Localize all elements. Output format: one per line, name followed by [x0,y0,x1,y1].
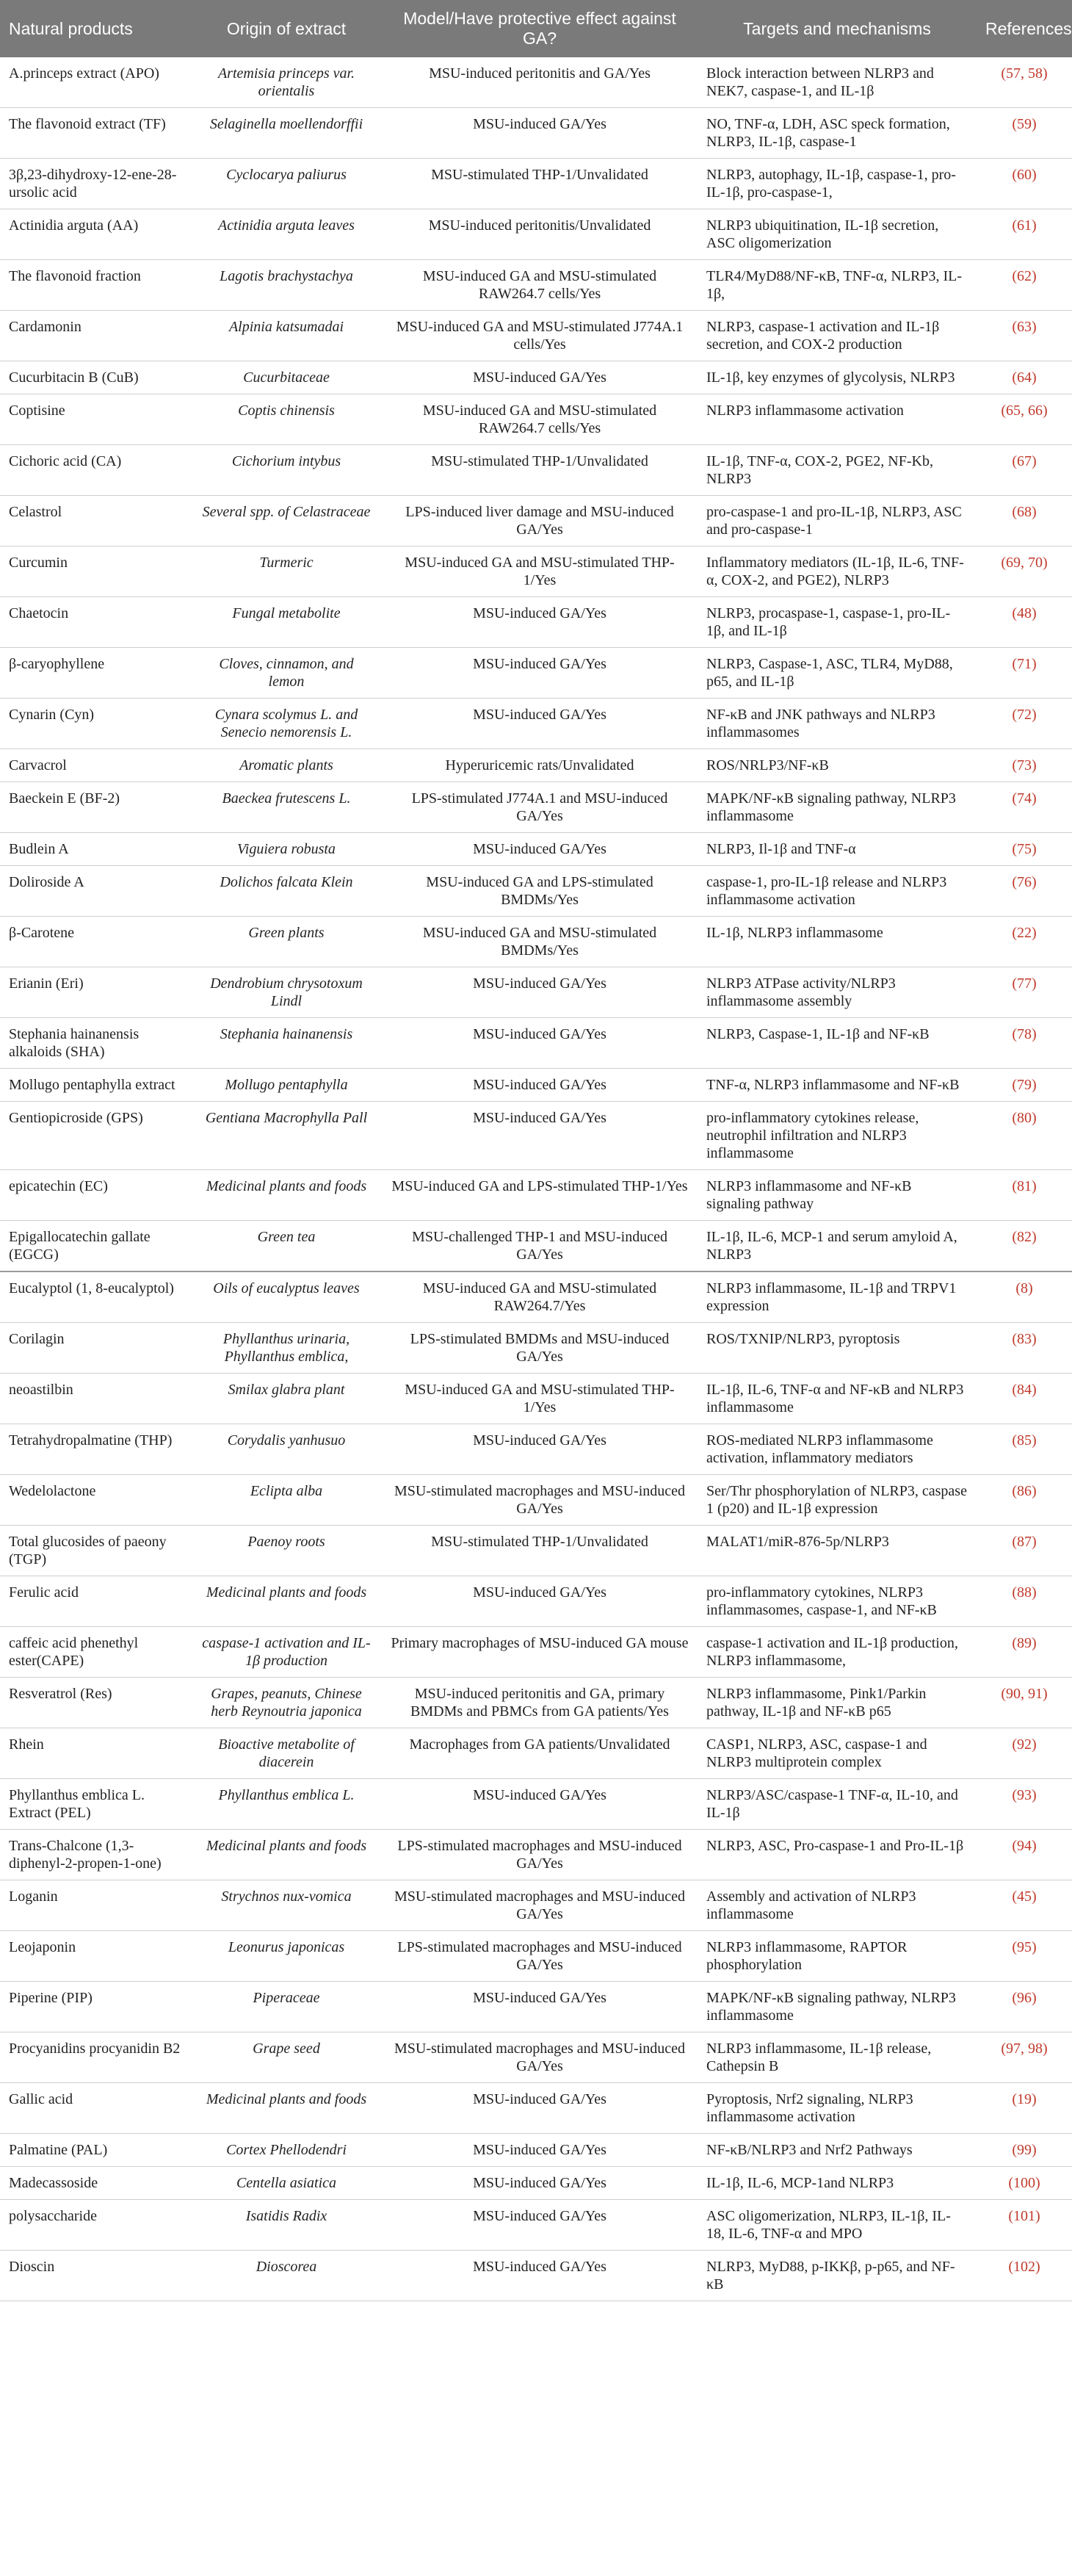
cell-targets: NO, TNF-α, LDH, ASC speck formation, NLRP3, IL-1β, caspase-1 [698,108,977,159]
cell-targets: IL-1β, IL-6, MCP-1and NLRP3 [698,2167,977,2200]
cell-references[interactable]: (81) [977,1170,1072,1221]
table-row [0,311,1072,361]
cell-references[interactable]: (74) [977,782,1072,833]
cell-references[interactable]: (80) [977,1102,1072,1170]
cell-origin: Aromatic plants [191,749,382,782]
cell-origin: Alpinia katsumadai [191,311,382,361]
cell-origin: Cynara scolymus L. and Senecio nemorensis L. [191,699,382,749]
cell-natural-product: epicatechin (EC) [0,1170,191,1221]
cell-natural-product: Procyanidins procyanidin B2 [0,2032,191,2083]
cell-model: MSU-induced GA and MSU-stimulated RAW264.7 cells/Yes [382,394,698,445]
cell-targets: TLR4/MyD88/NF-κB, TNF-α, NLRP3, IL-1β, [698,260,977,311]
cell-references[interactable]: (60) [977,159,1072,209]
cell-model: LPS-stimulated macrophages and MSU-induced GA/Yes [382,1830,698,1880]
cell-model: MSU-induced GA/Yes [382,1424,698,1475]
table-row [0,108,1072,159]
table-row [0,1880,1072,1931]
table-row [0,833,1072,866]
cell-origin: Dendrobium chrysotoxum Lindl [191,967,382,1018]
cell-targets: NLRP3 inflammasome, IL-1β and TRPV1 expression [698,1271,977,1323]
cell-references[interactable]: (78) [977,1018,1072,1069]
cell-references[interactable]: (85) [977,1424,1072,1475]
table-body [0,57,1072,2301]
cell-model: MSU-induced peritonitis/Unvalidated [382,209,698,260]
cell-targets: Ser/Thr phosphorylation of NLRP3, caspase 1 (p20) and IL-1β expression [698,1475,977,1526]
cell-model: MSU-induced GA/Yes [382,648,698,699]
table-row [0,2251,1072,2301]
cell-references[interactable]: (90, 91) [977,1678,1072,1728]
header-origin: Origin of extract [191,0,382,57]
cell-natural-product: Phyllanthus emblica L. Extract (PEL) [0,1779,191,1830]
cell-references[interactable]: (79) [977,1069,1072,1102]
cell-origin: Gentiana Macrophylla Pall [191,1102,382,1170]
cell-targets: NLRP3 inflammasome, IL-1β release, Cathepsin B [698,2032,977,2083]
cell-natural-product: Palmatine (PAL) [0,2134,191,2167]
cell-references[interactable]: (67) [977,445,1072,496]
cell-references[interactable]: (100) [977,2167,1072,2200]
cell-model: Hyperuricemic rats/Unvalidated [382,749,698,782]
cell-origin: Phyllanthus emblica L. [191,1779,382,1830]
cell-origin: Medicinal plants and foods [191,1170,382,1221]
cell-natural-product: Cichoric acid (CA) [0,445,191,496]
cell-references[interactable]: (97, 98) [977,2032,1072,2083]
table-row [0,967,1072,1018]
cell-natural-product: Rhein [0,1728,191,1779]
cell-references[interactable]: (82) [977,1221,1072,1272]
table-row [0,1323,1072,1374]
table-row [0,1424,1072,1475]
table-row [0,2167,1072,2200]
cell-natural-product: β-caryophyllene [0,648,191,699]
cell-references[interactable]: (75) [977,833,1072,866]
cell-targets: ASC oligomerization, NLRP3, IL-1β, IL-18, IL-6, TNF-α and MPO [698,2200,977,2251]
cell-origin: Smilax glabra plant [191,1374,382,1424]
cell-references[interactable]: (22) [977,917,1072,967]
cell-model: MSU-induced GA and MSU-stimulated BMDMs/Yes [382,917,698,967]
cell-origin: Fungal metabolite [191,597,382,648]
cell-references[interactable]: (45) [977,1880,1072,1931]
cell-targets: NLRP3, ASC, Pro-caspase-1 and Pro-IL-1β [698,1830,977,1880]
cell-references[interactable]: (71) [977,648,1072,699]
header-row [0,0,1072,57]
header-natural-products: Natural products [0,0,191,57]
cell-natural-product: caffeic acid phenethyl ester(CAPE) [0,1627,191,1678]
cell-model: LPS-stimulated J774A.1 and MSU-induced GA/Yes [382,782,698,833]
cell-references[interactable]: (76) [977,866,1072,917]
cell-model: Macrophages from GA patients/Unvalidated [382,1728,698,1779]
cell-origin: Viguiera robusta [191,833,382,866]
header-targets: Targets and mechanisms [698,0,977,57]
cell-references[interactable]: (89) [977,1627,1072,1678]
cell-origin: Eclipta alba [191,1475,382,1526]
cell-targets: Inflammatory mediators (IL-1β, IL-6, TNF-α, COX-2, and PGE2), NLRP3 [698,546,977,597]
cell-targets: IL-1β, NLRP3 inflammasome [698,917,977,967]
cell-targets: NLRP3, procaspase-1, caspase-1, pro-IL-1β, and IL-1β [698,597,977,648]
cell-model: MSU-stimulated THP-1/Unvalidated [382,159,698,209]
cell-targets: ROS/TXNIP/NLRP3, pyroptosis [698,1323,977,1374]
cell-references[interactable]: (48) [977,597,1072,648]
cell-targets: NLRP3 inflammasome, RAPTOR phosphorylation [698,1931,977,1982]
cell-natural-product: Trans-Chalcone (1,3-diphenyl-2-propen-1-one) [0,1830,191,1880]
table-row [0,1931,1072,1982]
cell-natural-product: Leojaponin [0,1931,191,1982]
cell-references[interactable]: (84) [977,1374,1072,1424]
cell-targets: IL-1β, key enzymes of glycolysis, NLRP3 [698,361,977,394]
cell-model: MSU-induced GA and LPS-stimulated THP-1/Yes [382,1170,698,1221]
cell-targets: Block interaction between NLRP3 and NEK7, caspase-1, and IL-1β [698,57,977,108]
cell-model: MSU-induced GA/Yes [382,2200,698,2251]
cell-targets: NLRP3 inflammasome activation [698,394,977,445]
cell-targets: NF-κB/NLRP3 and Nrf2 Pathways [698,2134,977,2167]
cell-targets: Assembly and activation of NLRP3 inflammasome [698,1880,977,1931]
cell-model: MSU-induced GA/Yes [382,2167,698,2200]
cell-references[interactable]: (57, 58) [977,57,1072,108]
cell-natural-product: Baeckein E (BF-2) [0,782,191,833]
cell-origin: Grape seed [191,2032,382,2083]
cell-origin: Cloves, cinnamon, and lemon [191,648,382,699]
cell-origin: Selaginella moellendorffii [191,108,382,159]
table-row [0,1271,1072,1323]
cell-natural-product: Coptisine [0,394,191,445]
cell-references[interactable]: (68) [977,496,1072,546]
cell-targets: NLRP3, Caspase-1, ASC, TLR4, MyD88, p65, and IL-1β [698,648,977,699]
table-row [0,2200,1072,2251]
table-row [0,866,1072,917]
cell-targets: NLRP3, Il-1β and TNF-α [698,833,977,866]
cell-targets: NLRP3, autophagy, IL-1β, caspase-1, pro-IL-1β, pro-caspase-1, [698,159,977,209]
cell-natural-product: Celastrol [0,496,191,546]
cell-model: MSU-challenged THP-1 and MSU-induced GA/Yes [382,1221,698,1272]
cell-origin: Artemisia princeps var. orientalis [191,57,382,108]
cell-model: MSU-induced GA/Yes [382,1069,698,1102]
cell-model: MSU-stimulated macrophages and MSU-induced GA/Yes [382,1475,698,1526]
cell-origin: Bioactive metabolite of diacerein [191,1728,382,1779]
cell-origin: Piperaceae [191,1982,382,2032]
cell-origin: Grapes, peanuts, Chinese herb Reynoutria japonica [191,1678,382,1728]
table-row [0,209,1072,260]
cell-origin: Cyclocarya paliurus [191,159,382,209]
cell-targets: IL-1β, IL-6, TNF-α and NF-κB and NLRP3 inflammasome [698,1374,977,1424]
cell-natural-product: Gallic acid [0,2083,191,2134]
cell-origin: Leonurus japonicas [191,1931,382,1982]
table-row [0,1069,1072,1102]
cell-targets: NF-κB and JNK pathways and NLRP3 inflammasomes [698,699,977,749]
cell-targets: pro-inflammatory cytokines release, neutrophil infiltration and NLRP3 inflammasome [698,1102,977,1170]
cell-origin: Green plants [191,917,382,967]
cell-model: MSU-induced GA/Yes [382,108,698,159]
cell-origin: Phyllanthus urinaria, Phyllanthus emblica, [191,1323,382,1374]
cell-targets: NLRP3 ATPase activity/NLRP3 inflammasome assembly [698,967,977,1018]
cell-model: MSU-induced GA/Yes [382,2134,698,2167]
table-row [0,1018,1072,1069]
cell-natural-product: polysaccharide [0,2200,191,2251]
cell-model: MSU-induced GA/Yes [382,1779,698,1830]
cell-model: MSU-stimulated macrophages and MSU-induced GA/Yes [382,1880,698,1931]
cell-targets: CASP1, NLRP3, ASC, caspase-1 and NLRP3 multiprotein complex [698,1728,977,1779]
cell-model: MSU-induced GA and MSU-stimulated RAW264.7 cells/Yes [382,260,698,311]
cell-origin: Isatidis Radix [191,2200,382,2251]
cell-targets: caspase-1, pro-IL-1β release and NLRP3 inflammasome activation [698,866,977,917]
cell-origin: Medicinal plants and foods [191,1830,382,1880]
cell-references[interactable]: (19) [977,2083,1072,2134]
cell-natural-product: neoastilbin [0,1374,191,1424]
cell-natural-product: The flavonoid extract (TF) [0,108,191,159]
cell-references[interactable]: (96) [977,1982,1072,2032]
cell-natural-product: Corilagin [0,1323,191,1374]
header-model: Model/Have protective effect against GA? [382,0,698,57]
cell-references[interactable]: (88) [977,1576,1072,1627]
table-row [0,496,1072,546]
cell-model: MSU-induced GA and MSU-stimulated J774A.1 cells/Yes [382,311,698,361]
cell-model: MSU-induced GA/Yes [382,833,698,866]
cell-origin: Medicinal plants and foods [191,2083,382,2134]
cell-natural-product: Erianin (Eri) [0,967,191,1018]
cell-natural-product: Madecassoside [0,2167,191,2200]
cell-natural-product: Epigallocatechin gallate (EGCG) [0,1221,191,1272]
cell-model: MSU-induced peritonitis and GA/Yes [382,57,698,108]
cell-model: MSU-induced GA/Yes [382,597,698,648]
cell-origin: Oils of eucalyptus leaves [191,1271,382,1323]
table-row [0,1627,1072,1678]
cell-references[interactable]: (63) [977,311,1072,361]
cell-targets: IL-1β, IL-6, MCP-1 and serum amyloid A, NLRP3 [698,1221,977,1272]
cell-natural-product: Ferulic acid [0,1576,191,1627]
cell-targets: MALAT1/miR-876-5p/NLRP3 [698,1526,977,1576]
cell-origin: Paenoy roots [191,1526,382,1576]
cell-natural-product: Gentiopicroside (GPS) [0,1102,191,1170]
cell-targets: ROS/NRLP3/NF-κB [698,749,977,782]
table-row [0,1102,1072,1170]
cell-model: MSU-induced peritonitis and GA, primary BMDMs and PBMCs from GA patients/Yes [382,1678,698,1728]
cell-origin: Cortex Phellodendri [191,2134,382,2167]
table-row [0,1374,1072,1424]
table-row [0,749,1072,782]
cell-targets: pro-caspase-1 and pro-IL-1β, NLRP3, ASC and pro-caspase-1 [698,496,977,546]
cell-references[interactable]: (87) [977,1526,1072,1576]
cell-references[interactable]: (77) [977,967,1072,1018]
table-row [0,361,1072,394]
cell-model: MSU-stimulated macrophages and MSU-induced GA/Yes [382,2032,698,2083]
table-row [0,159,1072,209]
cell-model: MSU-induced GA/Yes [382,2083,698,2134]
cell-origin: Stephania hainanensis [191,1018,382,1069]
cell-references[interactable]: (8) [977,1271,1072,1323]
cell-natural-product: β-Carotene [0,917,191,967]
cell-natural-product: Chaetocin [0,597,191,648]
table-row [0,1170,1072,1221]
cell-references[interactable]: (62) [977,260,1072,311]
table-row [0,445,1072,496]
cell-model: MSU-induced GA/Yes [382,1576,698,1627]
cell-natural-product: Stephania hainanensis alkaloids (SHA) [0,1018,191,1069]
table-row [0,57,1072,108]
cell-references[interactable]: (92) [977,1728,1072,1779]
cell-model: MSU-induced GA and MSU-stimulated THP-1/Yes [382,546,698,597]
cell-targets: NLRP3 ubiquitination, IL-1β secretion, ASC oligomerization [698,209,977,260]
cell-natural-product: Cynarin (Cyn) [0,699,191,749]
cell-model: MSU-stimulated THP-1/Unvalidated [382,445,698,496]
cell-origin: Several spp. of Celastraceae [191,496,382,546]
cell-model: MSU-stimulated THP-1/Unvalidated [382,1526,698,1576]
cell-origin: Strychnos nux-vomica [191,1880,382,1931]
table-row [0,394,1072,445]
cell-references[interactable]: (102) [977,2251,1072,2301]
table-row [0,1678,1072,1728]
table-row [0,2032,1072,2083]
cell-origin: Dioscorea [191,2251,382,2301]
cell-natural-product: Wedelolactone [0,1475,191,1526]
cell-natural-product: A.princeps extract (APO) [0,57,191,108]
cell-natural-product: Actinidia arguta (AA) [0,209,191,260]
cell-references[interactable]: (94) [977,1830,1072,1880]
cell-natural-product: Loganin [0,1880,191,1931]
cell-model: MSU-induced GA/Yes [382,1982,698,2032]
cell-references[interactable]: (93) [977,1779,1072,1830]
cell-natural-product: Budlein A [0,833,191,866]
cell-natural-product: Cucurbitacin B (CuB) [0,361,191,394]
cell-natural-product: Total glucosides of paeony (TGP) [0,1526,191,1576]
cell-references[interactable]: (64) [977,361,1072,394]
cell-natural-product: Dioscin [0,2251,191,2301]
table-row [0,2134,1072,2167]
cell-model: MSU-induced GA/Yes [382,699,698,749]
cell-model: LPS-induced liver damage and MSU-induced GA/Yes [382,496,698,546]
table-row [0,1526,1072,1576]
cell-targets: Pyroptosis, Nrf2 signaling, NLRP3 inflammasome activation [698,2083,977,2134]
cell-origin: Dolichos falcata Klein [191,866,382,917]
table-row [0,1576,1072,1627]
cell-natural-product: Cardamonin [0,311,191,361]
cell-origin: Mollugo pentaphylla [191,1069,382,1102]
cell-targets: pro-inflammatory cytokines, NLRP3 inflammasomes, caspase-1, and NF-κB [698,1576,977,1627]
table-row [0,1221,1072,1272]
table-row [0,2083,1072,2134]
cell-targets: NLRP3/ASC/caspase-1 TNF-α, IL-10, and IL-1β [698,1779,977,1830]
cell-natural-product: Piperine (PIP) [0,1982,191,2032]
table-row [0,1475,1072,1526]
cell-model: MSU-induced GA/Yes [382,967,698,1018]
cell-origin: Cichorium intybus [191,445,382,496]
cell-targets: NLRP3 inflammasome and NF-κB signaling pathway [698,1170,977,1221]
cell-origin: caspase-1 activation and IL-1β production [191,1627,382,1678]
cell-natural-product: Curcumin [0,546,191,597]
cell-natural-product: Doliroside A [0,866,191,917]
cell-references[interactable]: (99) [977,2134,1072,2167]
cell-natural-product: Resveratrol (Res) [0,1678,191,1728]
cell-references[interactable]: (101) [977,2200,1072,2251]
cell-targets: ROS-mediated NLRP3 inflammasome activation, inflammatory mediators [698,1424,977,1475]
cell-targets: NLRP3, MyD88, p-IKKβ, p-p65, and NF-κB [698,2251,977,2301]
cell-model: MSU-induced GA and MSU-stimulated RAW264.7/Yes [382,1271,698,1323]
cell-origin: Centella asiatica [191,2167,382,2200]
cell-references[interactable]: (69, 70) [977,546,1072,597]
table-row [0,260,1072,311]
cell-references[interactable]: (86) [977,1475,1072,1526]
table-row [0,782,1072,833]
cell-references[interactable]: (65, 66) [977,394,1072,445]
cell-targets: IL-1β, TNF-α, COX-2, PGE2, NF-Kb, NLRP3 [698,445,977,496]
cell-origin: Lagotis brachystachya [191,260,382,311]
table-row [0,1728,1072,1779]
table-row [0,699,1072,749]
table-header [0,0,1072,57]
cell-targets: caspase-1 activation and IL-1β production, NLRP3 inflammasome, [698,1627,977,1678]
cell-targets: NLRP3, Caspase-1, IL-1β and NF-κB [698,1018,977,1069]
table-row [0,597,1072,648]
cell-natural-product: Tetrahydropalmatine (THP) [0,1424,191,1475]
cell-targets: NLRP3, caspase-1 activation and IL-1β secretion, and COX-2 production [698,311,977,361]
cell-references[interactable]: (59) [977,108,1072,159]
cell-targets: MAPK/NF-κB signaling pathway, NLRP3 inflammasome [698,1982,977,2032]
table-row [0,648,1072,699]
cell-model: LPS-stimulated BMDMs and MSU-induced GA/Yes [382,1323,698,1374]
cell-model: MSU-induced GA/Yes [382,1018,698,1069]
table-row [0,546,1072,597]
cell-references[interactable]: (72) [977,699,1072,749]
cell-model: Primary macrophages of MSU-induced GA mouse [382,1627,698,1678]
table-row [0,1830,1072,1880]
cell-references[interactable]: (73) [977,749,1072,782]
cell-targets: MAPK/NF-κB signaling pathway, NLRP3 inflammasome [698,782,977,833]
cell-natural-product: Carvacrol [0,749,191,782]
cell-model: MSU-induced GA/Yes [382,2251,698,2301]
cell-targets: TNF-α, NLRP3 inflammasome and NF-κB [698,1069,977,1102]
table-row [0,1779,1072,1830]
cell-model: MSU-induced GA/Yes [382,361,698,394]
cell-origin: Green tea [191,1221,382,1272]
cell-model: LPS-stimulated macrophages and MSU-induced GA/Yes [382,1931,698,1982]
cell-origin: Baeckea frutescens L. [191,782,382,833]
cell-model: MSU-induced GA and MSU-stimulated THP-1/Yes [382,1374,698,1424]
table-row [0,917,1072,967]
cell-natural-product: 3β,23-dihydroxy-12-ene-28-ursolic acid [0,159,191,209]
cell-origin: Turmeric [191,546,382,597]
cell-origin: Medicinal plants and foods [191,1576,382,1627]
cell-references[interactable]: (61) [977,209,1072,260]
cell-targets: NLRP3 inflammasome, Pink1/Parkin pathway, IL-1β and NF-κB p65 [698,1678,977,1728]
cell-model: MSU-induced GA and LPS-stimulated BMDMs/Yes [382,866,698,917]
header-references: References [977,0,1072,57]
cell-origin: Cucurbitaceae [191,361,382,394]
cell-references[interactable]: (83) [977,1323,1072,1374]
cell-origin: Coptis chinensis [191,394,382,445]
cell-references[interactable]: (95) [977,1931,1072,1982]
table-row [0,1982,1072,2032]
cell-natural-product: Mollugo pentaphylla extract [0,1069,191,1102]
cell-natural-product: Eucalyptol (1, 8-eucalyptol) [0,1271,191,1323]
cell-natural-product: The flavonoid fraction [0,260,191,311]
cell-model: MSU-induced GA/Yes [382,1102,698,1170]
cell-origin: Corydalis yanhusuo [191,1424,382,1475]
cell-origin: Actinidia arguta leaves [191,209,382,260]
